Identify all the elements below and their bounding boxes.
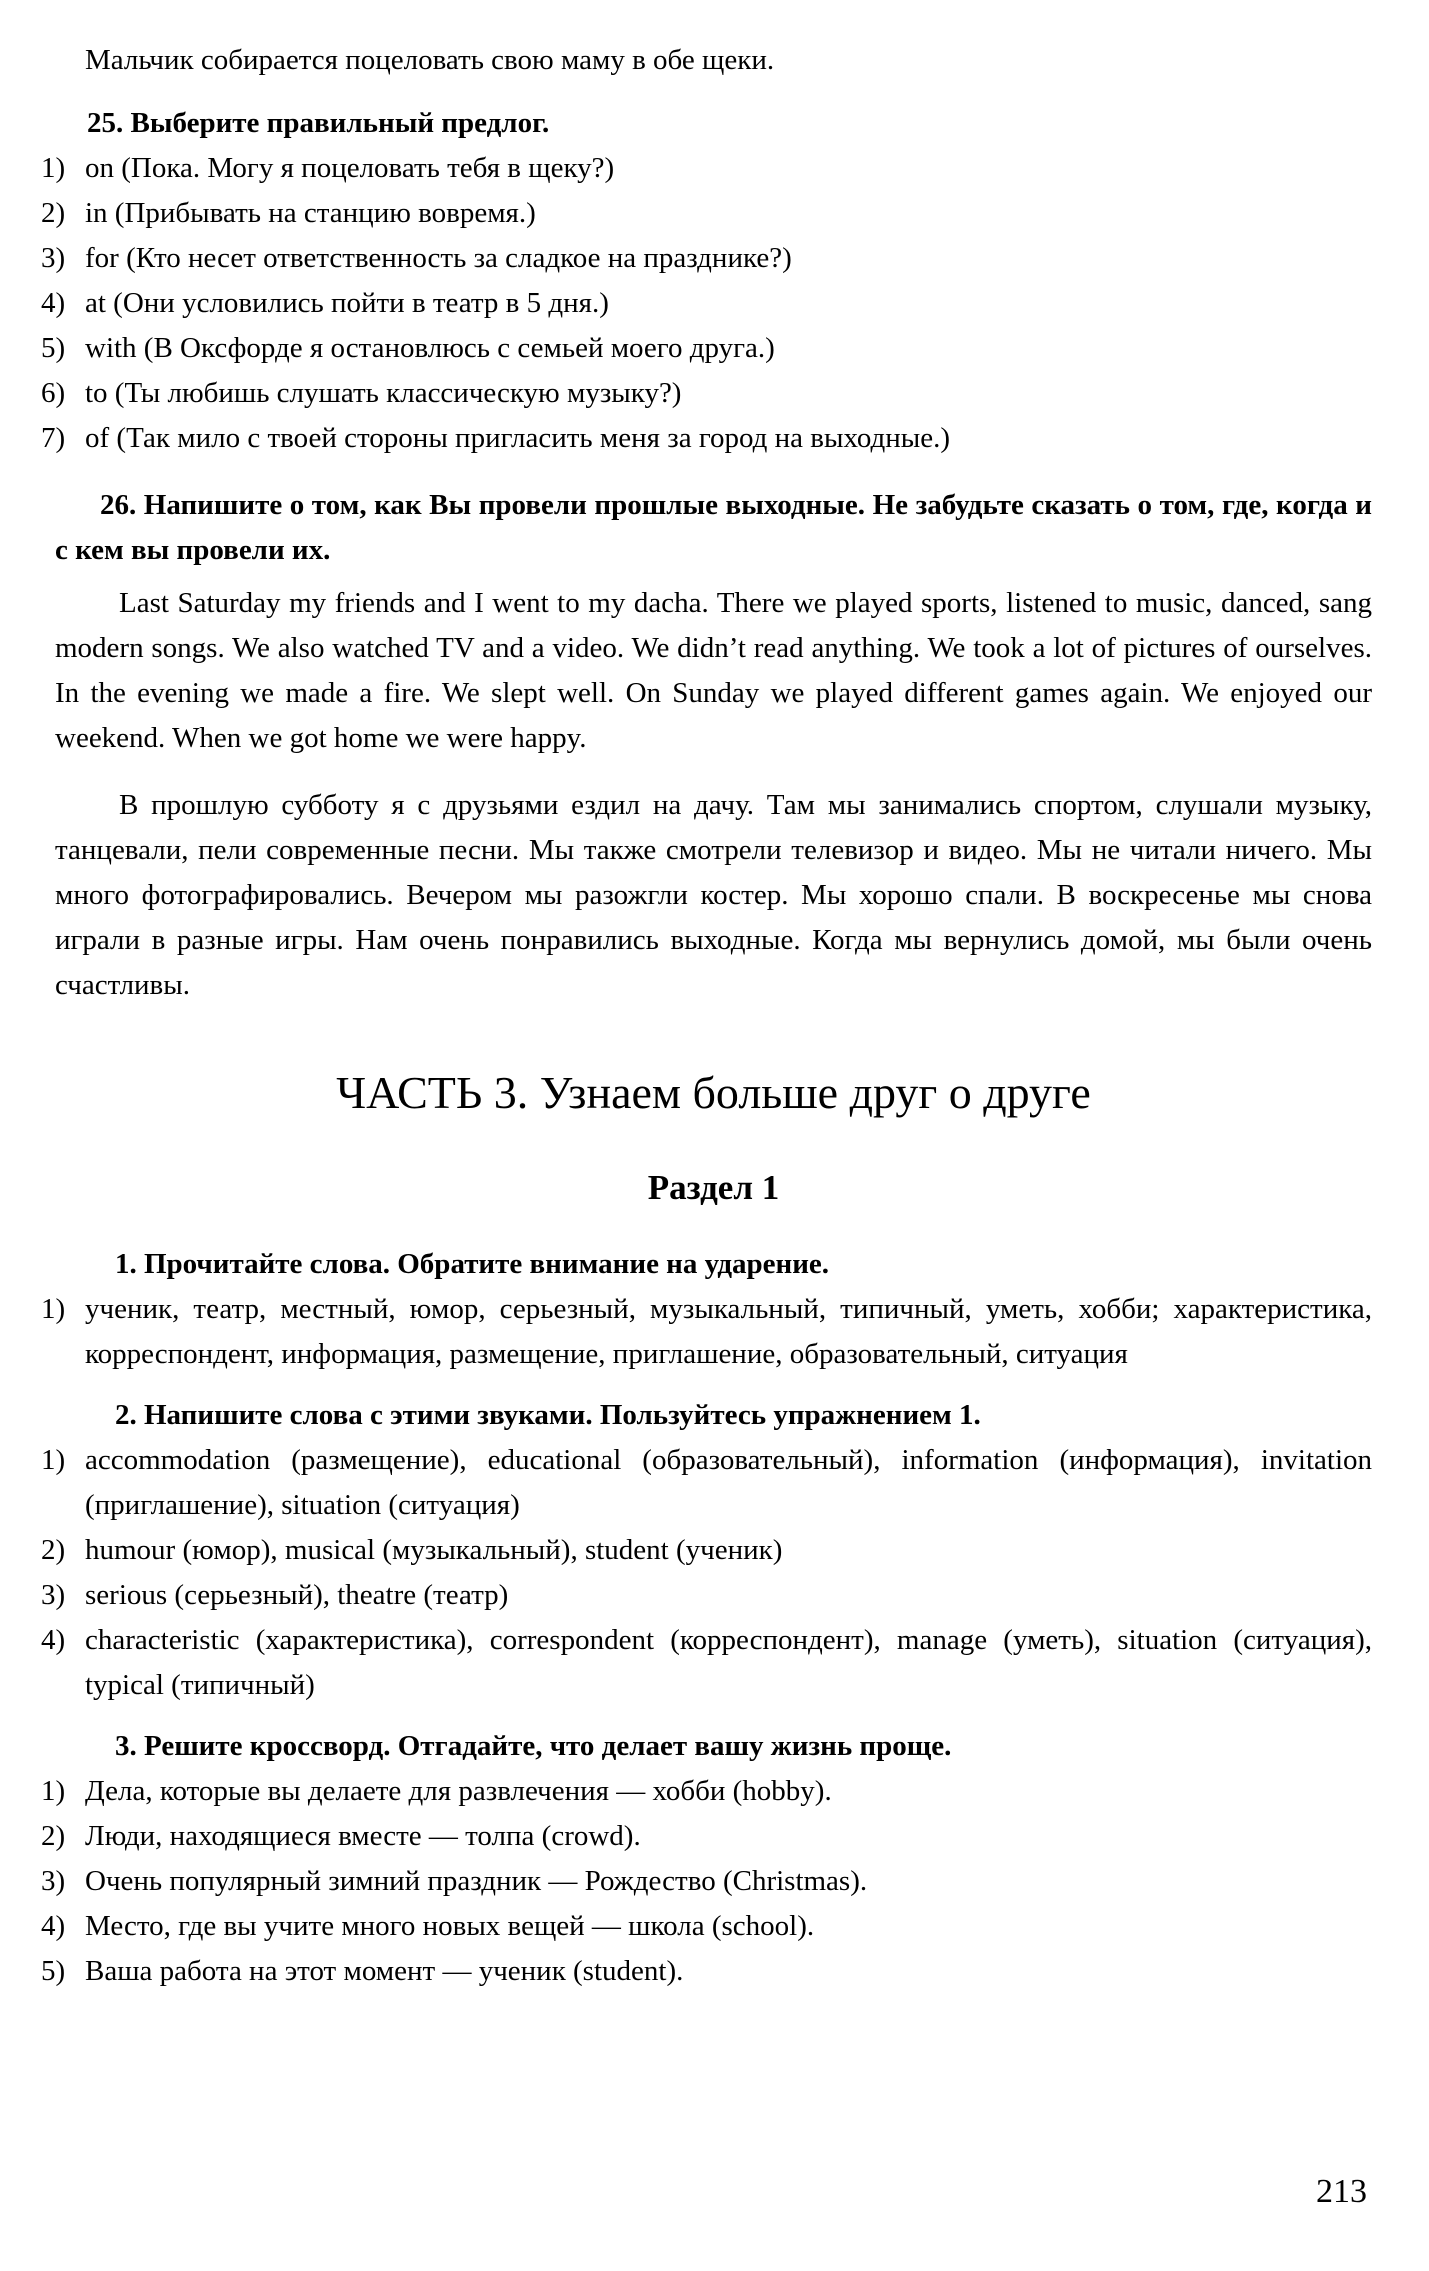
list-item-text: to (Ты любишь слушать классическую музыку?) — [85, 377, 682, 409]
list-item — [41, 281, 1372, 326]
list-item-number: 5) — [41, 1955, 66, 1987]
list-item — [41, 1438, 1372, 1528]
list-item-number: 2) — [41, 1820, 66, 1852]
list-item-text: at (Они условились пойти в театр в 5 дня.) — [85, 287, 609, 319]
list-item — [41, 1528, 1372, 1573]
list-item-number: 3) — [41, 1579, 66, 1611]
list-item — [41, 236, 1372, 281]
list-item-text: accommodation (размещение), educational (образовательный), information (информация), invitation (приглашение), situation (ситуация) — [85, 1444, 1372, 1521]
list-item-number: 4) — [41, 1910, 66, 1942]
list-item — [41, 1618, 1372, 1708]
paragraph-intro: Мальчик собирается поцеловать свою маму в обе щеки. — [85, 44, 775, 76]
exercise-25-list — [41, 146, 1372, 461]
list-item-text: Место, где вы учите много новых вещей — школа (school). — [85, 1910, 815, 1942]
exercise-2-heading: 2. Напишите слова с этими звуками. Пользуйтесь упражнением 1. — [115, 1399, 981, 1431]
list-item — [41, 1859, 1372, 1904]
list-item-text: with (В Оксфорде я остановлюсь с семьей моего друга.) — [85, 332, 775, 364]
list-item-text: Люди, находящиеся вместе — толпа (crowd). — [85, 1820, 641, 1852]
list-item-number: 1) — [41, 1444, 66, 1476]
list-item — [41, 1904, 1372, 1949]
list-item-text: Очень популярный зимний праздник — Рождество (Christmas). — [85, 1865, 868, 1897]
exercise-1-heading: 1. Прочитайте слова. Обратите внимание на ударение. — [115, 1248, 830, 1280]
list-item-text: Ваша работа на этот момент — ученик (student). — [85, 1955, 684, 1987]
page-number: 213 — [1316, 2173, 1367, 2210]
list-item — [41, 1814, 1372, 1859]
exercise-3-heading: 3. Решите кроссворд. Отгадайте, что делает вашу жизнь проще. — [115, 1730, 952, 1762]
list-item-text: on (Пока. Могу я поцеловать тебя в щеку?) — [85, 152, 615, 184]
exercise-26-heading: 26. Напишите о том, как Вы провели прошлые выходные. Не забудьте сказать о том, где, когда и с кем вы провели их. — [55, 489, 1372, 566]
list-item-number: 2) — [41, 1534, 66, 1566]
list-item-number: 6) — [41, 377, 66, 409]
list-item-text: serious (серьезный), theatre (театр) — [85, 1579, 509, 1611]
list-item — [41, 1287, 1372, 1377]
list-item-number: 4) — [41, 1624, 66, 1656]
list-item-text: for (Кто несет ответственность за сладкое на празднике?) — [85, 242, 792, 274]
paragraph-english: Last Saturday my friends and I went to my dacha. There we played sports, listened to music, danced, sang modern songs. We also watched TV and a video. We didn’t read anything. We took a lot of pictures of ourselves. In the evening we made a fire. We slept well. On Sunday we played different games again. We enjoyed our weekend. When we got home we were happy. — [55, 587, 1372, 754]
list-item-text: humour (юмор), musical (музыкальный), student (ученик) — [85, 1534, 783, 1566]
list-item-text: ученик, театр, местный, юмор, серьезный, музыкальный, типичный, уметь, хобби; характеристика, корреспондент, информация, размещение, приглашение, образовательный, ситуация — [85, 1293, 1372, 1370]
exercise-25-heading: 25. Выберите правильный предлог. — [87, 107, 550, 139]
paragraph-russian: В прошлую субботу я с друзьями ездил на дачу. Там мы занимались спортом, слушали музыку, танцевали, пели современные песни. Мы также смотрели телевизор и видео. Мы не читали ничего. Мы много фотографировались. Вечером мы разожгли костер. Мы хорошо спали. В воскресенье мы снова играли в разные игры. Нам очень понравились выходные. Когда мы вернулись домой, мы были очень счастливы. — [55, 789, 1372, 1001]
list-item-number: 2) — [41, 197, 66, 229]
list-item — [41, 1573, 1372, 1618]
list-item — [41, 416, 1372, 461]
list-item-number: 1) — [41, 1775, 66, 1807]
list-item-number: 5) — [41, 332, 66, 364]
list-item — [41, 146, 1372, 191]
list-item-number: 1) — [41, 152, 66, 184]
list-item — [41, 371, 1372, 416]
list-item — [41, 326, 1372, 371]
list-item — [41, 1769, 1372, 1814]
section-1-title: Раздел 1 — [647, 1168, 780, 1207]
list-item-number: 3) — [41, 1865, 66, 1897]
list-item — [41, 1949, 1372, 1994]
list-item-text: of (Так мило с твоей стороны пригласить меня за город на выходные.) — [85, 422, 951, 454]
list-item-number: 4) — [41, 287, 66, 319]
list-item-number: 1) — [41, 1293, 66, 1325]
list-item-text: in (Прибывать на станцию вовремя.) — [85, 197, 536, 229]
exercise-2-list — [41, 1438, 1372, 1708]
list-item-text: Дела, которые вы делаете для развлечения — хобби (hobby). — [85, 1775, 832, 1807]
list-item-number: 3) — [41, 242, 66, 274]
exercise-3-list — [41, 1769, 1372, 1994]
exercise-1-list — [41, 1287, 1372, 1377]
list-item-number: 7) — [41, 422, 66, 454]
part-3-title: ЧАСТЬ 3. Узнаем больше друг о друге — [336, 1067, 1091, 1118]
list-item-text: characteristic (характеристика), correspondent (корреспондент), manage (уметь), situation (ситуация), typical (типичный) — [85, 1624, 1372, 1701]
list-item — [41, 191, 1372, 236]
